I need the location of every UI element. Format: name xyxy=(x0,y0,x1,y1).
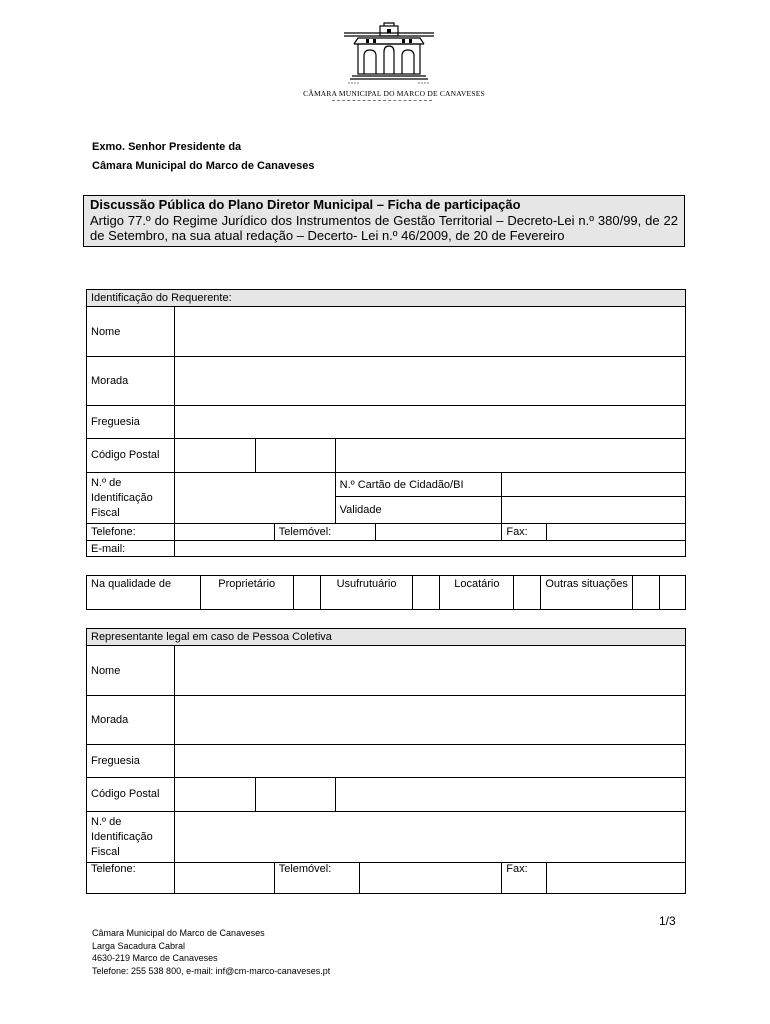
title-box xyxy=(83,195,685,247)
representante-fax-label: Fax: xyxy=(502,863,547,894)
requerente-morada-field[interactable] xyxy=(174,357,685,406)
requerente-localidade-field[interactable] xyxy=(335,439,685,473)
qualidade-checkbox-proprietario[interactable] xyxy=(293,576,320,610)
representante-table xyxy=(86,628,686,894)
representante-morada-field[interactable] xyxy=(174,696,685,745)
qualidade-label: Na qualidade de xyxy=(87,576,201,610)
representante-section-title: Representante legal em caso de Pessoa Coletiva xyxy=(87,629,686,646)
representante-freguesia-field[interactable] xyxy=(174,745,685,778)
requerente-fax-label: Fax: xyxy=(502,524,547,541)
requerente-cartao-field[interactable] xyxy=(502,473,686,497)
qualidade-table xyxy=(86,575,686,610)
footer-line-1: Câmara Municipal do Marco de Canaveses xyxy=(92,928,265,938)
requerente-codigo-postal-field-2[interactable] xyxy=(255,439,335,473)
header-underline xyxy=(332,100,432,101)
requerente-freguesia-field[interactable] xyxy=(174,406,685,439)
qualidade-checkbox-locatario[interactable] xyxy=(514,576,541,610)
footer xyxy=(92,927,330,977)
representante-telefone-label: Telefone: xyxy=(87,863,175,894)
representante-nome-label: Nome xyxy=(87,646,175,696)
institution-name: CÂMARA MUNICIPAL DO MARCO DE CANAVESES xyxy=(303,89,485,98)
requerente-telefone-label: Telefone: xyxy=(87,524,175,541)
qualidade-extra-cell[interactable] xyxy=(660,576,686,610)
requerente-freguesia-label: Freguesia xyxy=(87,406,175,439)
requerente-telefone-field[interactable] xyxy=(174,524,274,541)
requerente-nif-label: N.º de Identificação Fiscal xyxy=(87,473,175,524)
representante-nif-label: N.º de Identificação Fiscal xyxy=(87,812,175,863)
qualidade-option-usufrutuario: Usufrutuário xyxy=(320,576,413,610)
footer-line-4: Telefone: 255 538 800, e-mail: inf@cm-marco-canaveses.pt xyxy=(92,965,331,976)
representante-telefone-field[interactable] xyxy=(174,863,274,894)
municipal-logo xyxy=(340,22,438,88)
requerente-nome-label: Nome xyxy=(87,307,175,357)
requerente-email-label: E-mail: xyxy=(87,541,175,557)
representante-codigo-postal-label: Código Postal xyxy=(87,778,175,812)
representante-telemovel-field[interactable] xyxy=(359,863,502,894)
requerente-validade-field[interactable] xyxy=(502,497,686,524)
qualidade-option-proprietario: Proprietário xyxy=(200,576,293,610)
requerente-nome-field[interactable] xyxy=(174,307,685,357)
representante-fax-field[interactable] xyxy=(547,863,686,894)
representante-freguesia-label: Freguesia xyxy=(87,745,175,778)
requerente-validade-label: Validade xyxy=(335,497,502,524)
requerente-table xyxy=(86,289,686,557)
requerente-email-field[interactable] xyxy=(174,541,685,557)
representante-nif-field[interactable] xyxy=(174,812,685,863)
page-number: 1/3 xyxy=(659,914,676,928)
representante-codigo-postal-field-2[interactable] xyxy=(255,778,335,812)
form-title: Discussão Pública do Plano Diretor Municipal – Ficha de participação xyxy=(90,197,521,212)
representante-nome-field[interactable] xyxy=(174,646,685,696)
qualidade-checkbox-usufrutuario[interactable] xyxy=(413,576,440,610)
footer-line-3: 4630-219 Marco de Canaveses xyxy=(92,953,218,963)
representante-localidade-field[interactable] xyxy=(335,778,685,812)
qualidade-option-locatario: Locatário xyxy=(440,576,514,610)
representante-codigo-postal-field-1[interactable] xyxy=(174,778,255,812)
requerente-section-title: Identificação do Requerente: xyxy=(87,290,686,307)
requerente-telemovel-field[interactable] xyxy=(375,524,502,541)
requerente-fax-field[interactable] xyxy=(547,524,686,541)
addressee-line-2: Câmara Municipal do Marco de Canaveses xyxy=(92,160,315,172)
requerente-morada-label: Morada xyxy=(87,357,175,406)
requerente-nif-field[interactable] xyxy=(174,473,335,524)
addressee-line-1: Exmo. Senhor Presidente da xyxy=(92,141,242,153)
qualidade-option-outras: Outras situações xyxy=(541,576,633,610)
requerente-telemovel-label: Telemóvel: xyxy=(274,524,375,541)
form-legal-reference: Artigo 77.º do Regime Jurídico dos Instrumentos de Gestão Territorial – Decreto-Lei n.º 380/99, de 22 de Setembro, na sua atual redação – Decerto- Lei n.º 46/2009, de 20 de Fevereiro xyxy=(90,212,678,243)
requerente-cartao-label: N.º Cartão de Cidadão/BI xyxy=(335,473,502,497)
qualidade-checkbox-outras[interactable] xyxy=(633,576,660,610)
requerente-codigo-postal-field-1[interactable] xyxy=(174,439,255,473)
representante-telemovel-label: Telemóvel: xyxy=(274,863,359,894)
representante-morada-label: Morada xyxy=(87,696,175,745)
footer-line-2: Larga Sacadura Cabral xyxy=(92,940,186,951)
requerente-codigo-postal-label: Código Postal xyxy=(87,439,175,473)
